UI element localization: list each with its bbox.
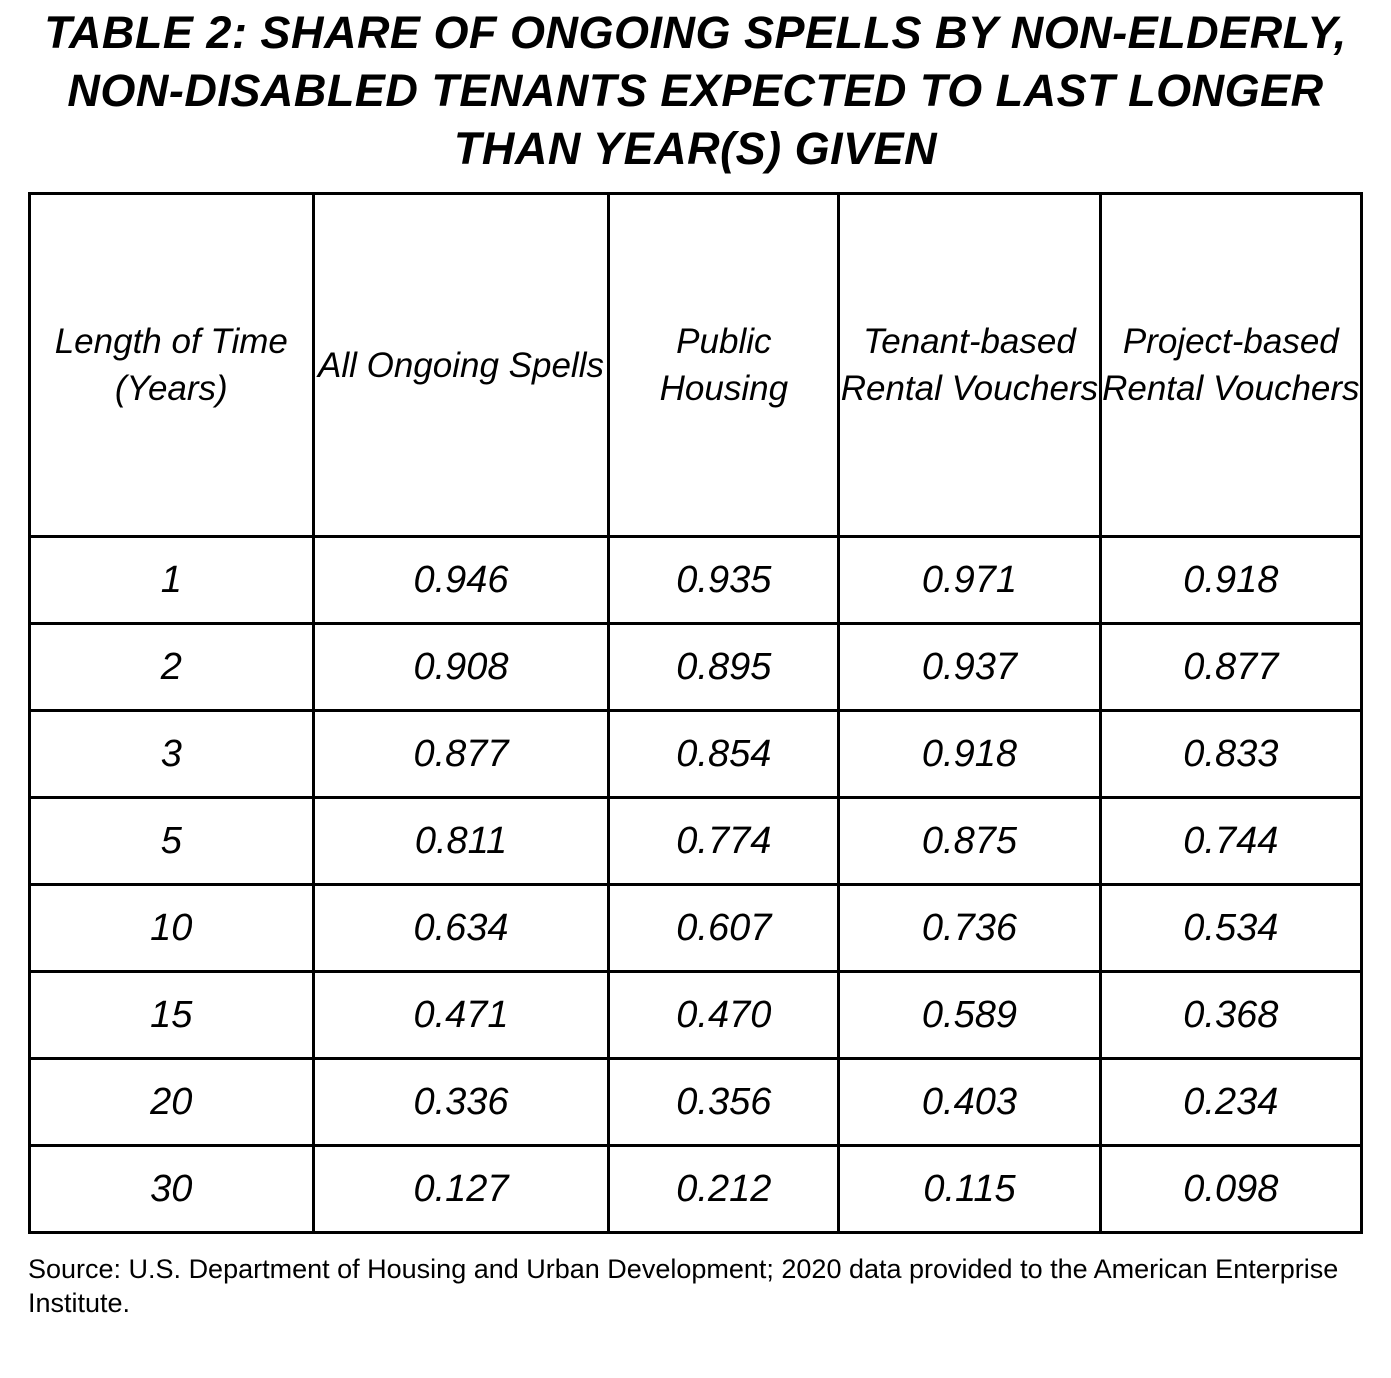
cell-all-ongoing-spells: 0.811 <box>313 798 609 885</box>
cell-public-housing: 0.212 <box>609 1146 839 1233</box>
cell-length-of-time: 20 <box>30 1059 314 1146</box>
cell-project-based-rental-vouchers: 0.098 <box>1100 1146 1361 1233</box>
table-header <box>30 194 1362 537</box>
cell-length-of-time: 30 <box>30 1146 314 1233</box>
cell-tenant-based-rental-vouchers: 0.589 <box>839 972 1100 1059</box>
cell-all-ongoing-spells: 0.946 <box>313 537 609 624</box>
column-header-project-based-rental-vouchers: Project-based Rental Vouchers <box>1100 194 1361 537</box>
cell-all-ongoing-spells: 0.877 <box>313 711 609 798</box>
cell-project-based-rental-vouchers: 0.534 <box>1100 885 1361 972</box>
cell-tenant-based-rental-vouchers: 0.115 <box>839 1146 1100 1233</box>
cell-length-of-time: 10 <box>30 885 314 972</box>
page-title: TABLE 2: SHARE OF ONGOING SPELLS BY NON-ELDERLY, NON-DISABLED TENANTS EXPECTED TO LAST LONGER THAN YEAR(S) GIVEN <box>44 7 1347 174</box>
cell-public-housing: 0.935 <box>609 537 839 624</box>
cell-all-ongoing-spells: 0.908 <box>313 624 609 711</box>
table-row <box>30 798 1362 885</box>
cell-length-of-time: 2 <box>30 624 314 711</box>
cell-public-housing: 0.895 <box>609 624 839 711</box>
column-header-all-ongoing-spells: All Ongoing Spells <box>313 194 609 537</box>
cell-project-based-rental-vouchers: 0.833 <box>1100 711 1361 798</box>
column-header-tenant-based-rental-vouchers: Tenant-based Rental Vouchers <box>839 194 1100 537</box>
cell-public-housing: 0.470 <box>609 972 839 1059</box>
cell-tenant-based-rental-vouchers: 0.937 <box>839 624 1100 711</box>
table-body <box>30 537 1362 1233</box>
cell-project-based-rental-vouchers: 0.744 <box>1100 798 1361 885</box>
table-row <box>30 624 1362 711</box>
table-row <box>30 711 1362 798</box>
cell-project-based-rental-vouchers: 0.918 <box>1100 537 1361 624</box>
cell-tenant-based-rental-vouchers: 0.736 <box>839 885 1100 972</box>
cell-length-of-time: 15 <box>30 972 314 1059</box>
cell-length-of-time: 3 <box>30 711 314 798</box>
cell-length-of-time: 5 <box>30 798 314 885</box>
table-row <box>30 1146 1362 1233</box>
table-row <box>30 885 1362 972</box>
cell-tenant-based-rental-vouchers: 0.918 <box>839 711 1100 798</box>
column-header-length-of-time: Length of Time (Years) <box>30 194 314 537</box>
table-row <box>30 1059 1362 1146</box>
cell-all-ongoing-spells: 0.471 <box>313 972 609 1059</box>
table-row <box>30 537 1362 624</box>
cell-tenant-based-rental-vouchers: 0.875 <box>839 798 1100 885</box>
cell-all-ongoing-spells: 0.127 <box>313 1146 609 1233</box>
spells-table <box>28 192 1363 1234</box>
cell-all-ongoing-spells: 0.634 <box>313 885 609 972</box>
cell-project-based-rental-vouchers: 0.368 <box>1100 972 1361 1059</box>
cell-tenant-based-rental-vouchers: 0.403 <box>839 1059 1100 1146</box>
cell-all-ongoing-spells: 0.336 <box>313 1059 609 1146</box>
cell-public-housing: 0.356 <box>609 1059 839 1146</box>
cell-public-housing: 0.774 <box>609 798 839 885</box>
table-header-row <box>30 194 1362 537</box>
cell-project-based-rental-vouchers: 0.234 <box>1100 1059 1361 1146</box>
table-row <box>30 972 1362 1059</box>
column-header-public-housing: Public Housing <box>609 194 839 537</box>
cell-tenant-based-rental-vouchers: 0.971 <box>839 537 1100 624</box>
source-note: Source: U.S. Department of Housing and Urban Development; 2020 data provided to the American Enterprise Institute. <box>28 1254 1339 1318</box>
cell-length-of-time: 1 <box>30 537 314 624</box>
cell-public-housing: 0.607 <box>609 885 839 972</box>
cell-project-based-rental-vouchers: 0.877 <box>1100 624 1361 711</box>
cell-public-housing: 0.854 <box>609 711 839 798</box>
